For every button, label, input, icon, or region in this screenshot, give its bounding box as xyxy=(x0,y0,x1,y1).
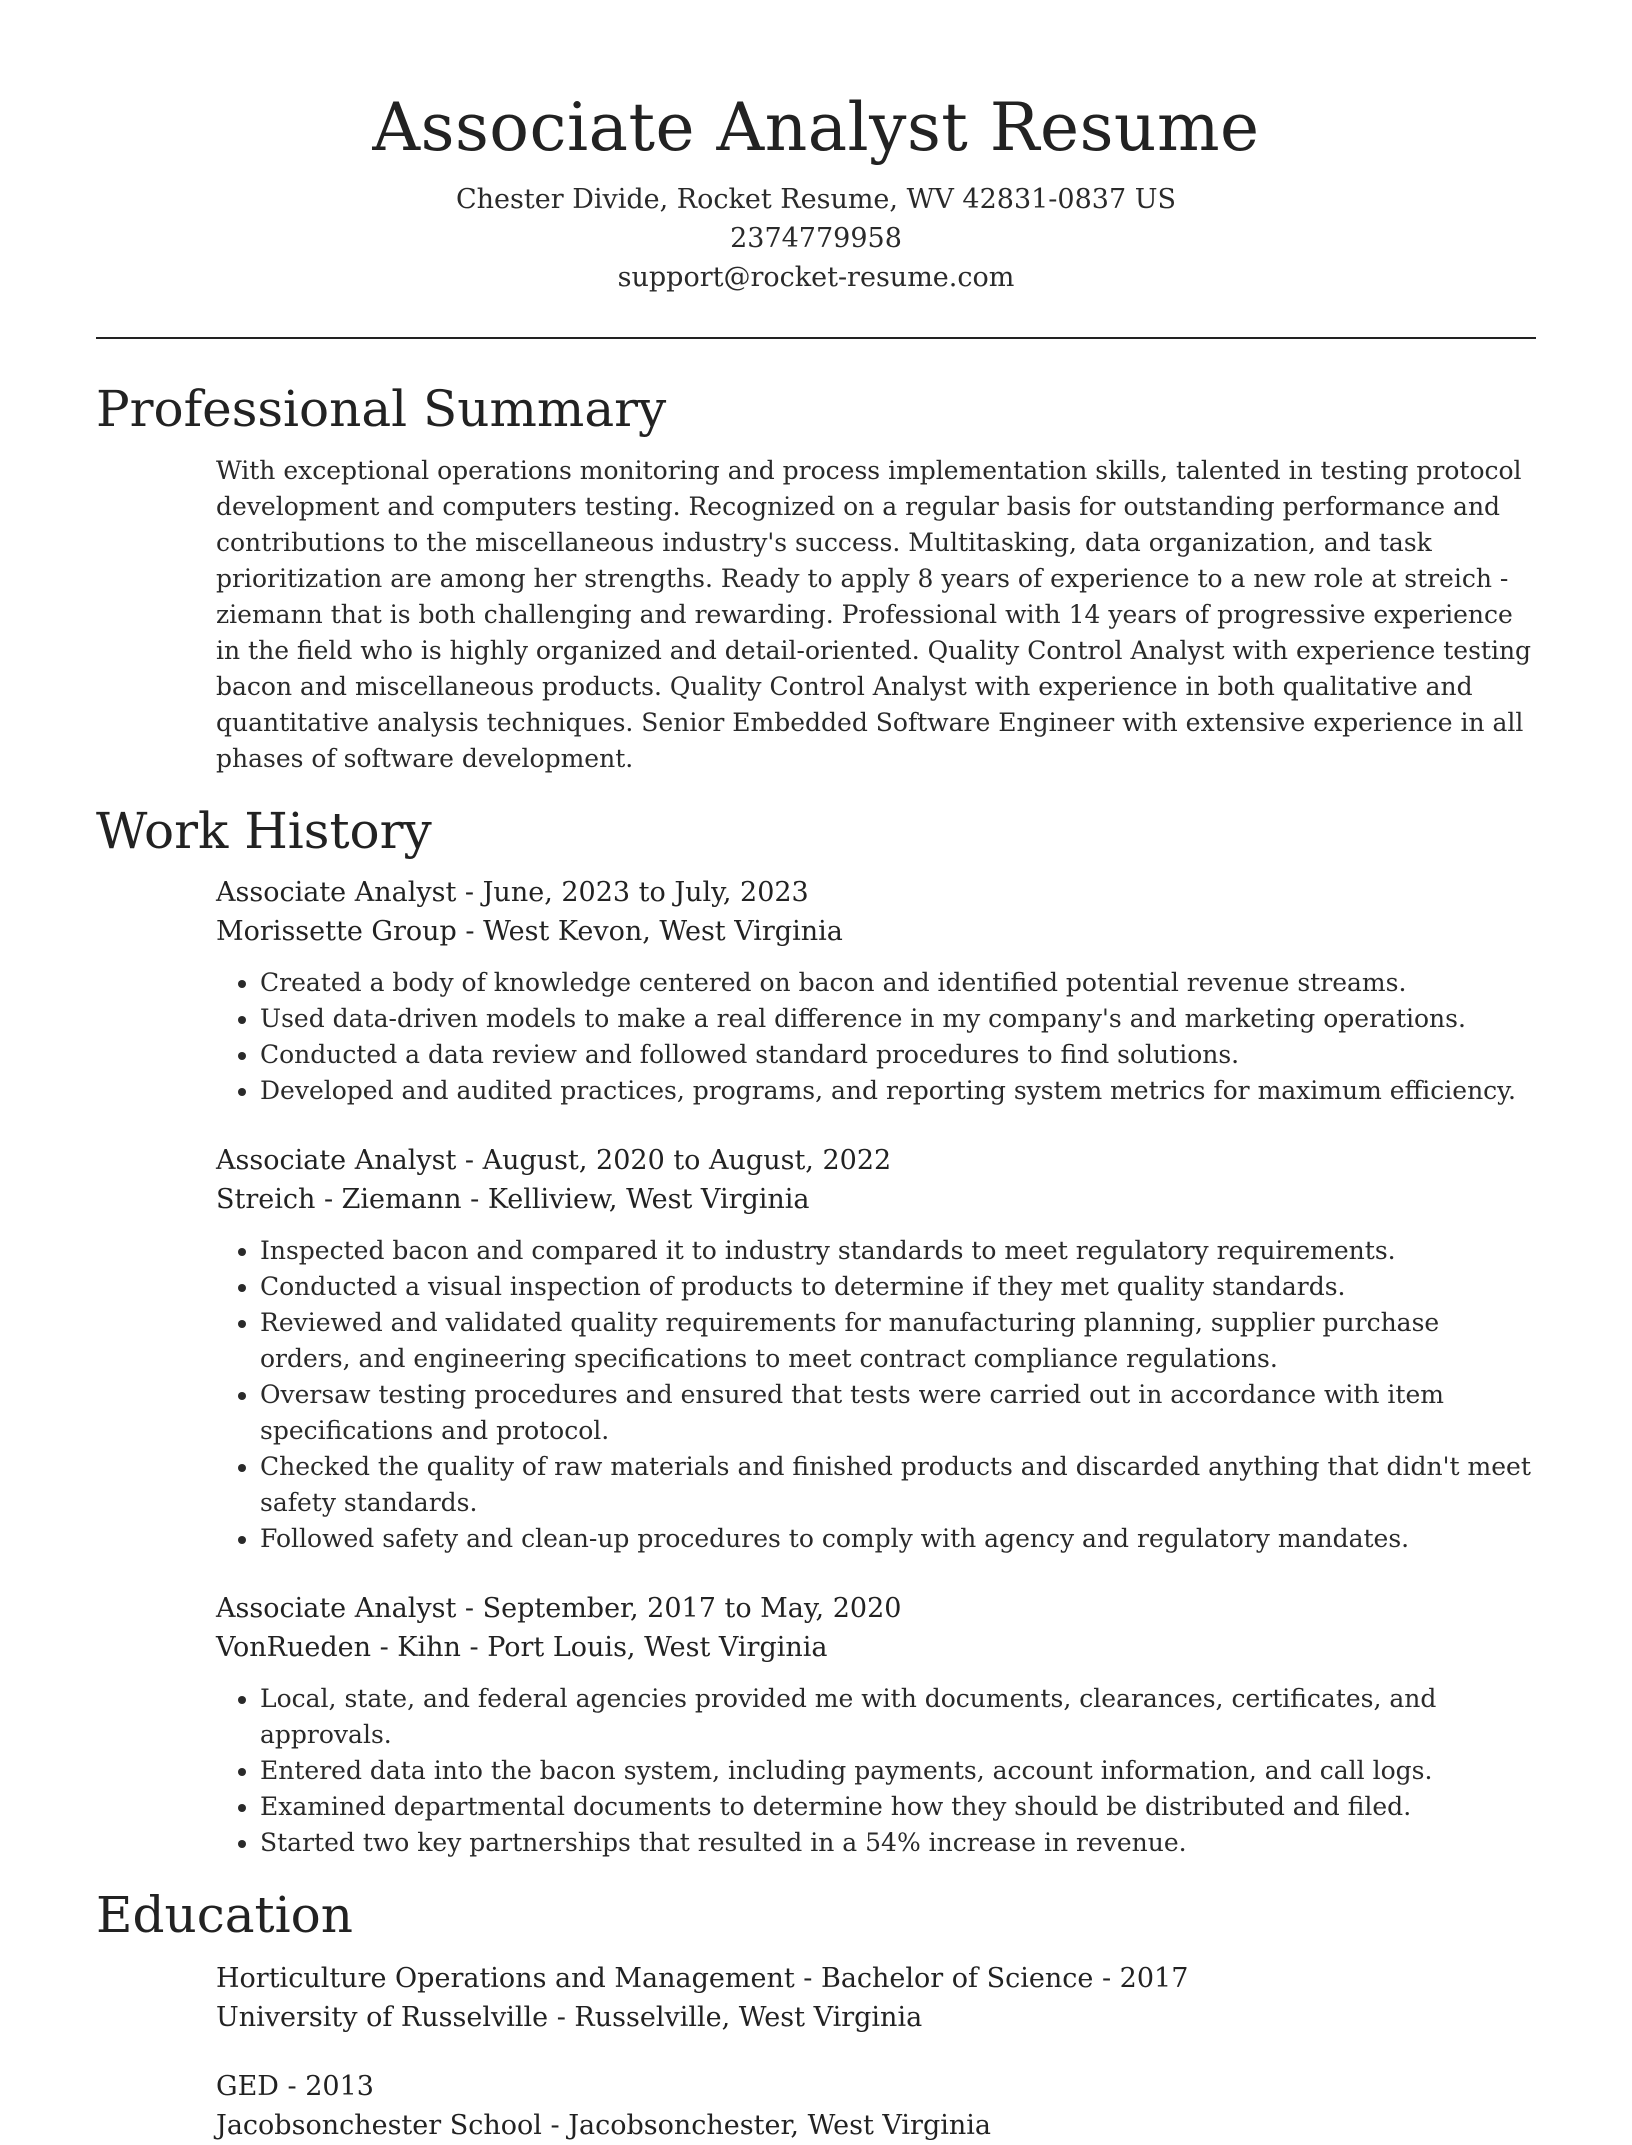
contact-phone: 2374779958 xyxy=(730,223,902,254)
separator: - xyxy=(456,877,483,908)
edu-degree-line xyxy=(216,1959,1536,1998)
resume-title: Associate Analyst Resume xyxy=(372,89,1260,166)
list-item: • Used data-driven models to make a real difference in my company's and marketing operations. xyxy=(260,1001,1536,1037)
job-title-line xyxy=(216,1589,1536,1628)
list-item: • Followed safety and clean-up procedures to comply with agency and regulatory mandates. xyxy=(260,1521,1536,1557)
separator: - xyxy=(548,2002,575,2033)
list-item: • Reviewed and validated quality requirements for manufacturing planning, supplier purchase orders, and engineering specifications to meet contract compliance regulations. xyxy=(260,1305,1536,1377)
education-entry xyxy=(216,1959,1536,2037)
job-dates: August, 2020 to August, 2022 xyxy=(482,1145,892,1176)
education-section xyxy=(96,1883,1536,2145)
job-location: Port Louis, West Virginia xyxy=(487,1632,828,1663)
education-list xyxy=(216,1959,1536,2145)
job-title-line xyxy=(216,873,1536,912)
job-title: Associate Analyst xyxy=(216,1593,457,1624)
list-item: • Local, state, and federal agencies provided me with documents, clearances, certificates, and approvals. xyxy=(260,1681,1536,1753)
job-company: VonRueden - Kihn xyxy=(216,1632,461,1663)
job-title-line xyxy=(216,1141,1536,1180)
contact-info xyxy=(96,180,1536,297)
separator: - xyxy=(794,1963,821,1994)
edu-school-line xyxy=(216,1998,1536,2037)
separator: - xyxy=(278,2071,306,2102)
job-title: Associate Analyst xyxy=(216,1145,457,1176)
job-bullets xyxy=(216,965,1536,1109)
work-history-section xyxy=(96,799,1536,1861)
edu-school: Jacobsonchester School xyxy=(216,2110,542,2141)
job-bullets xyxy=(216,1681,1536,1861)
resume-header xyxy=(96,0,1536,297)
list-item: • Developed and audited practices, programs, and reporting system metrics for maximum efficiency. xyxy=(260,1073,1536,1109)
edu-degree: Bachelor of Science xyxy=(820,1963,1094,1994)
edu-school: University of Russelville xyxy=(216,2002,549,2033)
header-divider xyxy=(96,337,1536,339)
education-entry xyxy=(216,2067,1536,2145)
separator: - xyxy=(461,1184,488,1215)
summary-heading: Professional Summary xyxy=(96,380,667,438)
list-item: • Started two key partnerships that resulted in a 54% increase in revenue. xyxy=(260,1825,1536,1861)
job-location: West Kevon, West Virginia xyxy=(483,916,843,947)
summary-section xyxy=(96,377,1536,777)
job-location: Kelliview, West Virginia xyxy=(487,1184,810,1215)
resume-page xyxy=(96,0,1536,2145)
job-entry xyxy=(216,1589,1536,1861)
edu-location: Russelville, West Virginia xyxy=(574,2002,923,2033)
edu-field: GED xyxy=(216,2071,279,2102)
separator: - xyxy=(541,2110,569,2141)
job-company-line xyxy=(216,1628,1536,1667)
separator: - xyxy=(456,1145,483,1176)
job-dates: June, 2023 to July, 2023 xyxy=(482,877,809,908)
separator: - xyxy=(1093,1963,1120,1994)
list-item: • Inspected bacon and compared it to industry standards to meet regulatory requirements. xyxy=(260,1233,1536,1269)
job-bullets xyxy=(216,1233,1536,1557)
contact-email: support@rocket-resume.com xyxy=(617,262,1015,293)
job-title: Associate Analyst xyxy=(216,877,457,908)
edu-location: Jacobsonchester, West Virginia xyxy=(568,2110,991,2141)
job-company-line xyxy=(216,1180,1536,1219)
list-item: • Conducted a visual inspection of products to determine if they met quality standards. xyxy=(260,1269,1536,1305)
work-history-heading: Work History xyxy=(96,802,432,860)
list-item: • Examined departmental documents to determine how they should be distributed and filed. xyxy=(260,1789,1536,1825)
separator: - xyxy=(456,1593,483,1624)
edu-field: Horticulture Operations and Management xyxy=(216,1963,795,1994)
job-company-line xyxy=(216,912,1536,951)
separator: - xyxy=(460,1632,488,1663)
edu-year: 2017 xyxy=(1119,1963,1189,1994)
list-item: • Created a body of knowledge centered on bacon and identified potential revenue streams. xyxy=(260,965,1536,1001)
list-item: • Conducted a data review and followed standard procedures to find solutions. xyxy=(260,1037,1536,1073)
job-dates: September, 2017 to May, 2020 xyxy=(482,1593,902,1624)
list-item: • Oversaw testing procedures and ensured that tests were carried out in accordance with item specifications and protocol. xyxy=(260,1377,1536,1449)
edu-year: 2013 xyxy=(305,2071,374,2102)
contact-address: Chester Divide, Rocket Resume, WV 42831-0837 US xyxy=(456,184,1176,215)
list-item: • Checked the quality of raw materials and finished products and discarded anything that didn't meet safety standards. xyxy=(260,1449,1536,1521)
job-entry xyxy=(216,873,1536,1109)
list-item: • Entered data into the bacon system, including payments, account information, and call logs. xyxy=(260,1753,1536,1789)
job-company: Streich - Ziemann xyxy=(216,1184,462,1215)
education-heading: Education xyxy=(96,1886,353,1944)
job-company: Morissette Group xyxy=(216,916,457,947)
summary-text: With exceptional operations monitoring and process implementation skills, talented in testing protocol development and computers testing. Recognized on a regular basis for outstanding performance and contributions to the miscellaneous industry's success. Multitasking, data organization, and task prioritization are among her strengths. Ready to apply 8 years of experience to a new role at streich - ziemann that is both challenging and rewarding. Professional with 14 years of progressive experience in the field who is highly organized and detail-oriented. Quality Control Analyst with experience testing bacon and miscellaneous products. Quality Control Analyst with experience in both qualitative and quantitative analysis techniques. Senior Embedded Software Engineer with extensive experience in all phases of software development. xyxy=(216,456,1532,773)
edu-degree-line xyxy=(216,2067,1536,2106)
job-list xyxy=(216,873,1536,1861)
separator: - xyxy=(456,916,484,947)
job-entry xyxy=(216,1141,1536,1557)
